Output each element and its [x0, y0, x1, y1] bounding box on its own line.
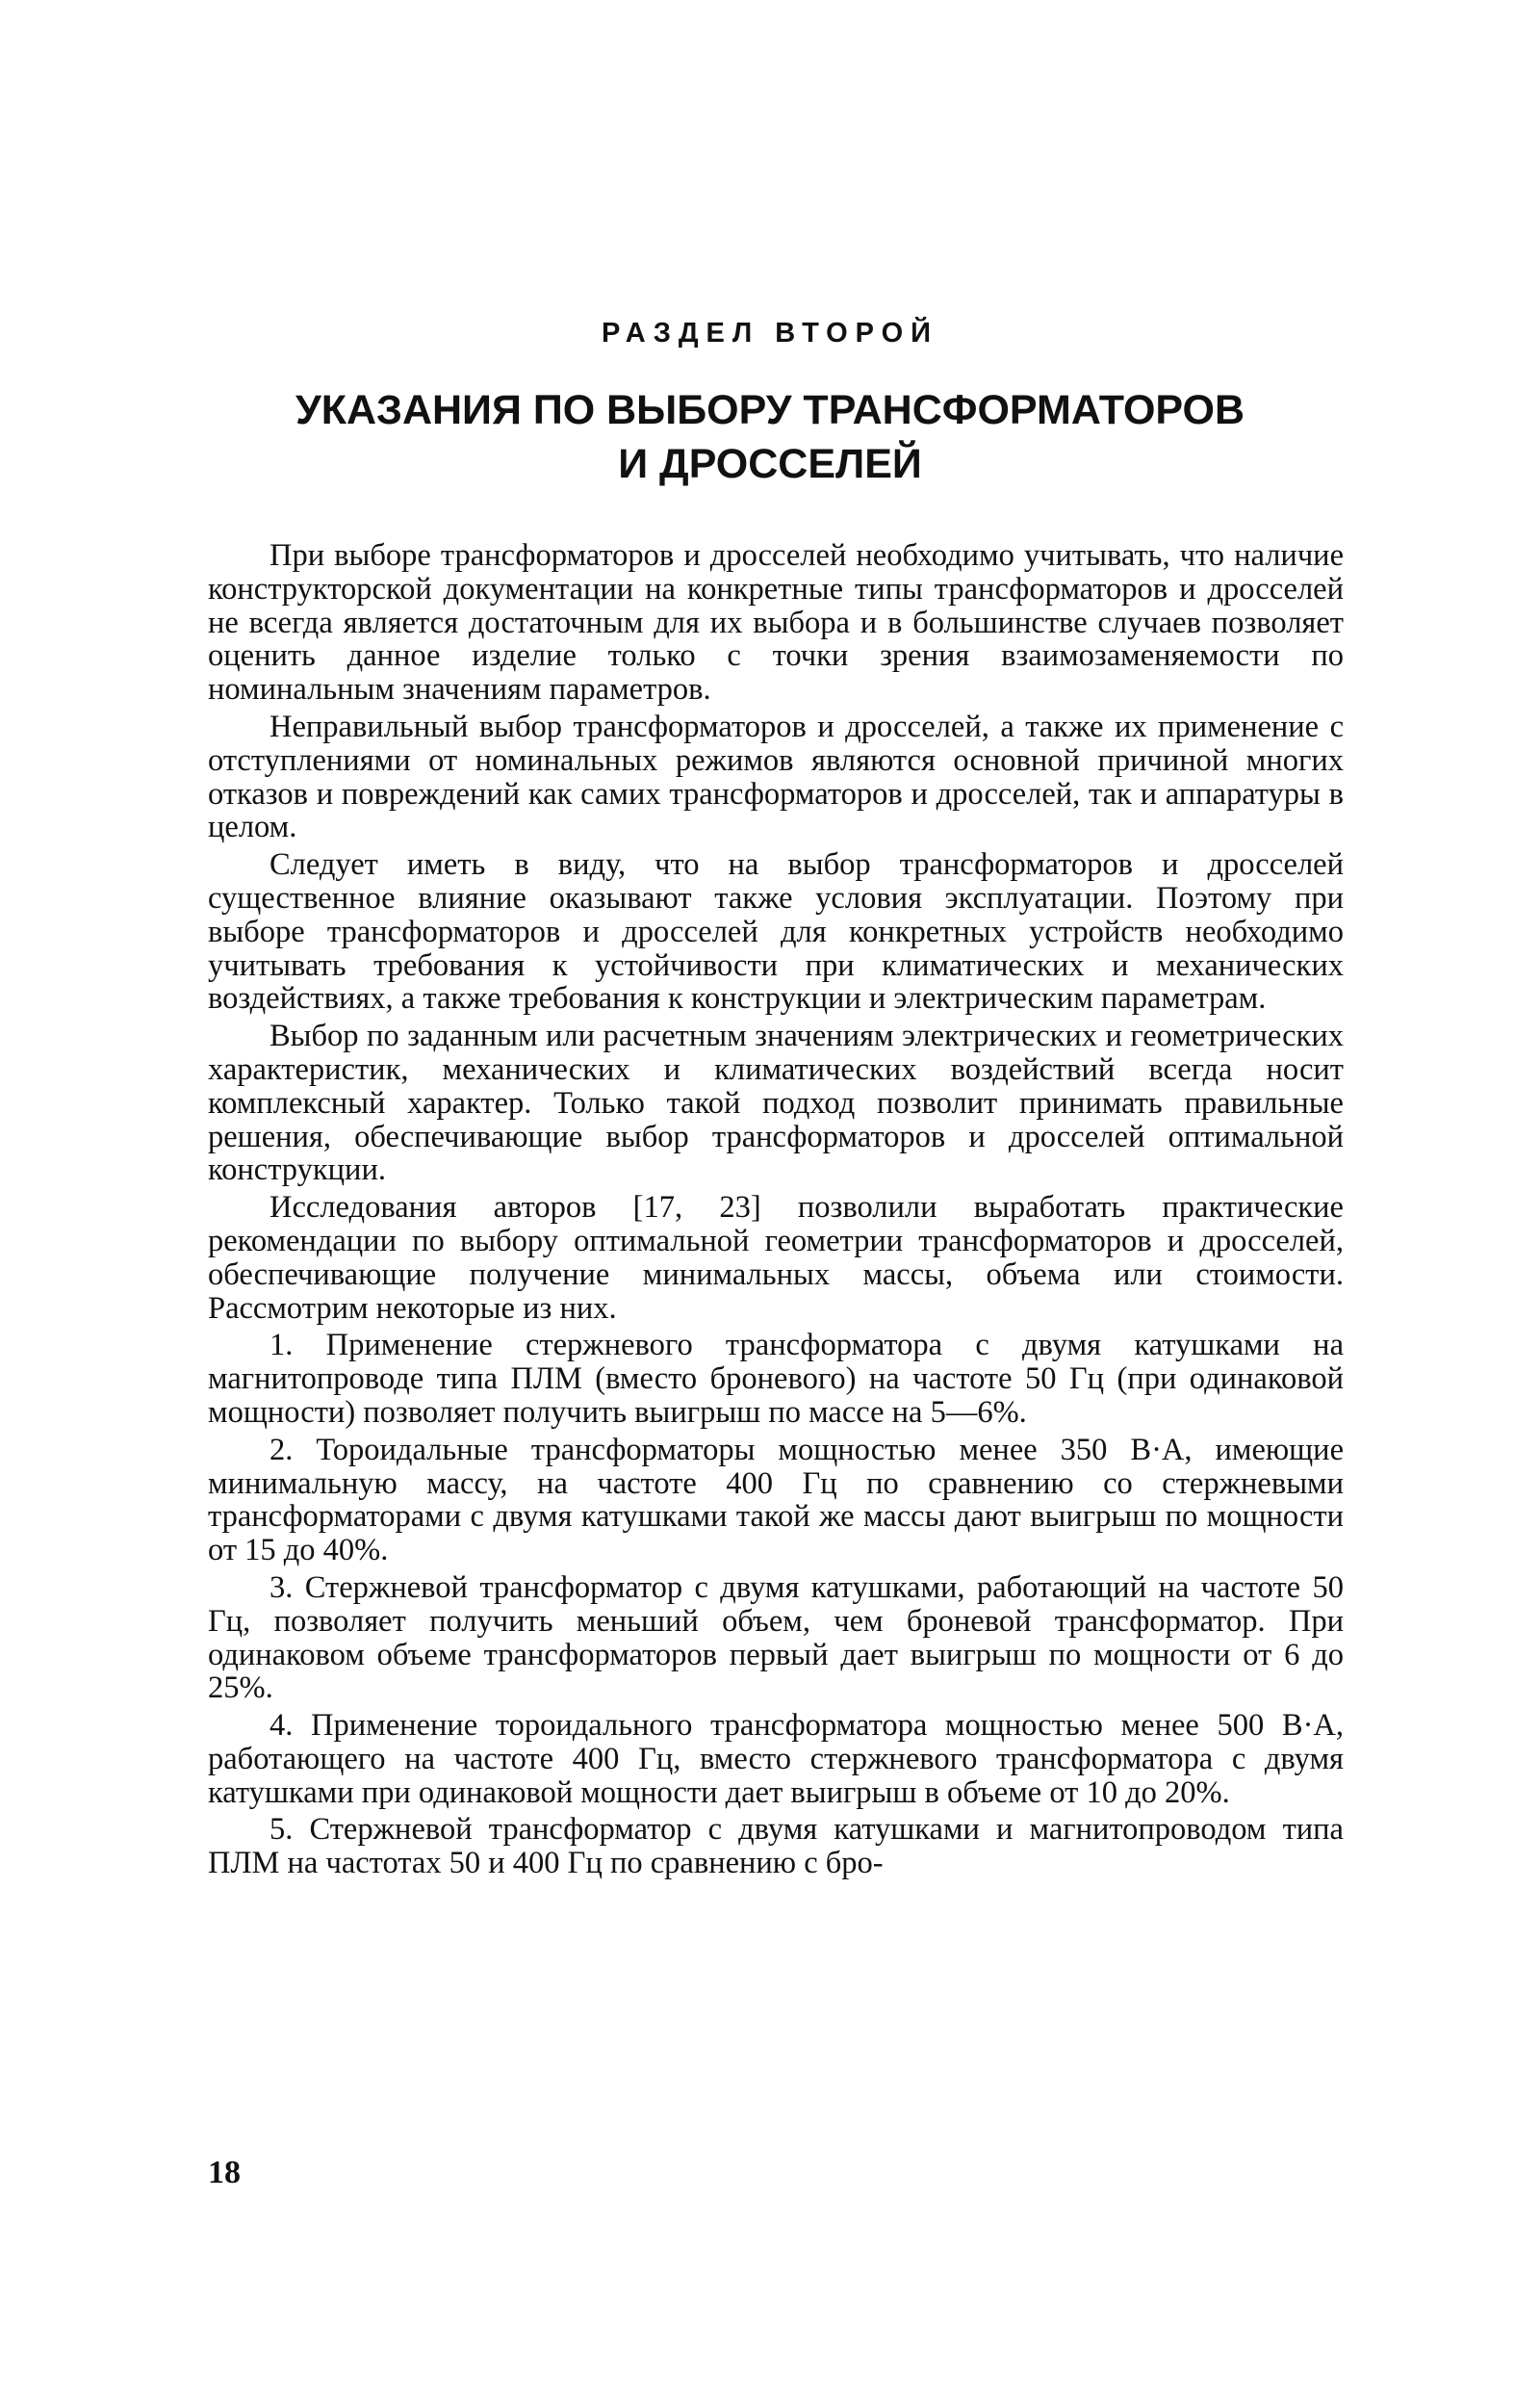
list-item: 4. Применение тороидального трансформатора мощностью менее 500 В·А, работающего на частоте 400 Гц, вместо стержневого трансформатора с двумя катушками при одинаковой мощности дает выигрыш в объеме от 10 до 20%. — [208, 1708, 1344, 1810]
page-number: 18 — [208, 2155, 241, 2190]
list-item: 1. Применение стержневого трансформатора с двумя катушками на магнитопроводе типа ПЛМ (вместо броневого) на частоте 50 Гц (при одинаковой мощности) позволяет получить выигрыш по массе на 5—6%. — [208, 1328, 1344, 1430]
list-item: 3. Стержневой трансформатор с двумя катушками, работающий на частоте 50 Гц, позволяет получить меньший объем, чем броневой трансформатор. При одинаковом объеме трансформаторов первый дает выигрыш по мощности от 6 до 25%. — [208, 1569, 1344, 1706]
list-item: 5. Стержневой трансформатор с двумя катушками и магнитопроводом типа ПЛМ на частотах 50 и 400 Гц по сравнению с бро- — [208, 1812, 1344, 1881]
body-text — [208, 539, 1344, 1880]
paragraph: Выбор по заданным или расчетным значениям электрических и геометрических характеристик, механических и климатических воздействий всегда носит комплексный характер. Только такой подход позволит принимать правильные решения, обеспечивающие выбор трансформаторов и дросселей оптимальной конструкции. — [208, 1019, 1344, 1188]
list-item: 2. Тороидальные трансформаторы мощностью менее 350 В·А, имеющие минимальную массу, на частоте 400 Гц по сравнению со стержневыми трансформаторами с двумя катушками такой же массы дают выигрыш по мощности от 15 до 40%. — [208, 1432, 1344, 1568]
chapter-title-line-1: УКАЗАНИЯ ПО ВЫБОРУ ТРАНСФОРМАТОРОВ — [295, 387, 1245, 433]
section-label: РАЗДЕЛ ВТОРОЙ — [601, 318, 939, 349]
paragraph: Исследования авторов [17, 23] позволили выработать практические рекомендации по выбору оптимальной геометрии трансформаторов и дросселей, обеспечивающие получение минимальных массы, объема или стоимости. Рассмотрим некоторые из них. — [208, 1190, 1344, 1326]
chapter-title-line-2: И ДРОССЕЛЕЙ — [618, 441, 922, 487]
paragraph: Неправильный выбор трансформаторов и дросселей, а также их применение с отступлениями от номинальных режимов являются основной причиной многих отказов и повреждений как самих трансформаторов и дросселей, так и аппаратуры в целом. — [208, 709, 1344, 845]
chapter-title — [0, 383, 1540, 491]
paragraph: Следует иметь в виду, что на выбор трансформаторов и дросселей существенное влияние оказывают также условия эксплуатации. Поэтому при выборе трансформаторов и дросселей для конкретных устройств необходимо учитывать требования к устойчивости при климатических и механических воздействиях, а также требования к конструкции и электрическим параметрам. — [208, 847, 1344, 1017]
paragraph: При выборе трансформаторов и дросселей необходимо учитывать, что наличие конструкторской документации на конкретные типы трансформаторов и дросселей не всегда является достаточным для их выбора и в большинстве случаев позволяет оценить данное изделие только с точки зрения взаимозаменяемости по номинальным значениям параметров. — [208, 538, 1344, 708]
